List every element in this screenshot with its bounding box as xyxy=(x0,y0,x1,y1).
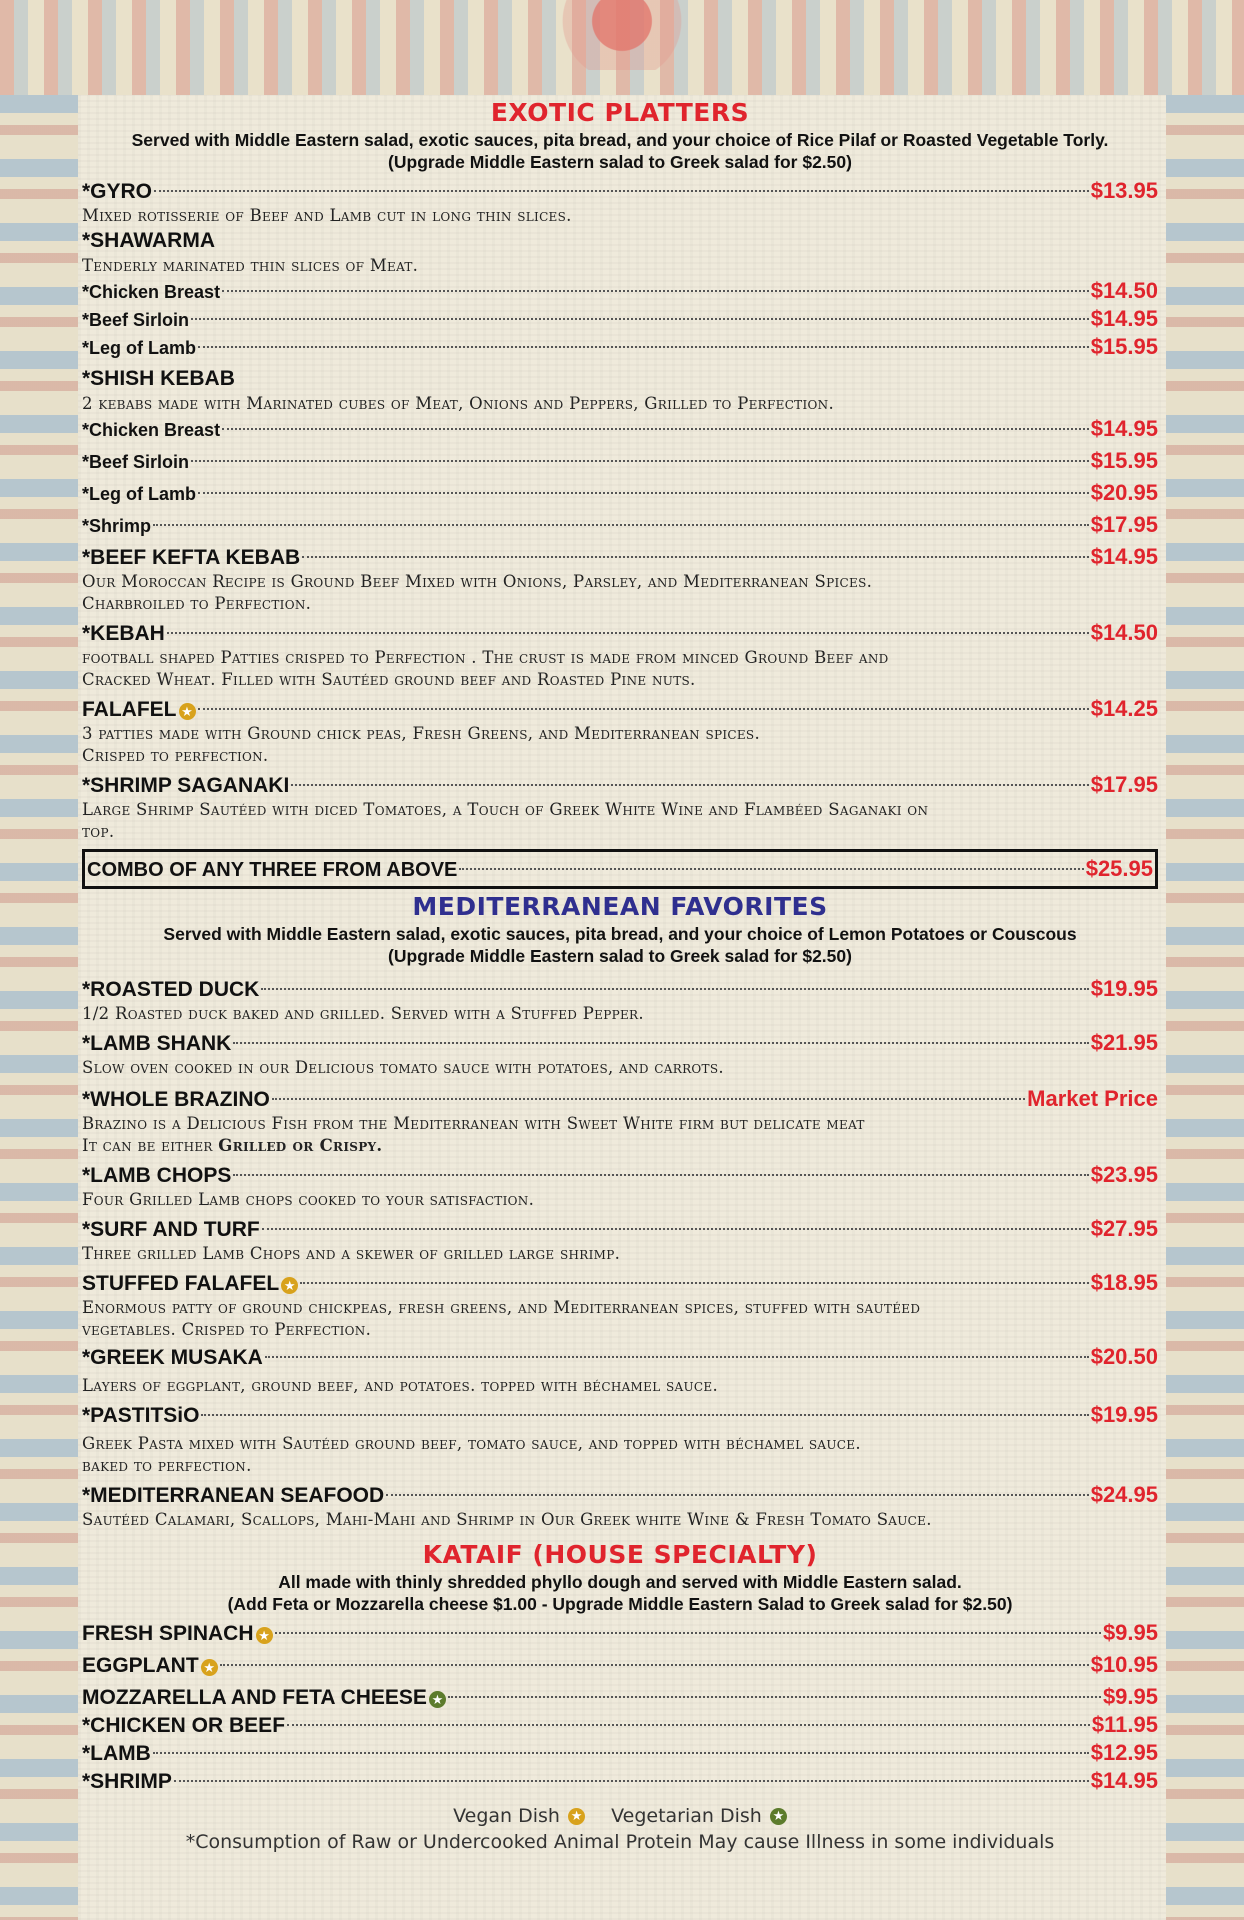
menu-item-whole-brazino: *WHOLE BRAZINO Market Price xyxy=(82,1086,1158,1111)
menu-item-roasted-duck: *ROASTED DUCK $19.95 xyxy=(82,976,1158,1001)
vegan-star-icon: ★ xyxy=(256,1627,273,1644)
decorative-arch xyxy=(537,0,707,70)
menu-subitem: *Shrimp $17.95 xyxy=(82,512,1158,537)
section-title-exotic-platters: EXOTIC PLATTERS xyxy=(490,98,750,127)
section-title-mediterranean-favorites: MEDITERRANEAN FAVORITES xyxy=(412,892,828,921)
dietary-legend xyxy=(82,1803,1158,1829)
section-subtitle-upgrade: (Upgrade Middle Eastern salad to Greek salad for $2.50) xyxy=(388,946,852,966)
menu-item-eggplant: EGGPLANT ★ $10.95 xyxy=(82,1652,1158,1677)
menu-subitem: *Leg of Lamb $20.95 xyxy=(82,480,1158,505)
section-subtitle-addons: (Add Feta or Mozzarella cheese $1.00 - Upgrade Middle Eastern Salad to Greek salad for $2.50) xyxy=(227,1594,1013,1614)
item-description: It can be either Grilled or Crispy. xyxy=(82,1136,383,1155)
item-description: Large Shrimp Sautéed with diced Tomatoes, a Touch of Greek White Wine and Flambéed Saganaki on xyxy=(82,800,929,819)
price: $13.95 xyxy=(1090,178,1158,203)
item-description: Sautéed Calamari, Scallops, Mahi-Mahi and Shrimp in Our Greek white Wine & Fresh Tomato Sauce. xyxy=(82,1510,932,1529)
item-description: Slow oven cooked in our Delicious tomato sauce with potatoes, and carrots. xyxy=(82,1058,724,1077)
item-description: 3 patties made with Ground chick peas, Fresh Greens, and Mediterranean spices. xyxy=(82,724,760,743)
menu-item-mozzarella-feta: MOZZARELLA AND FETA CHEESE ★ $9.95 xyxy=(82,1684,1158,1709)
item-description: Crisped to perfection. xyxy=(82,746,269,765)
menu-item-shrimp: *SHRIMP $14.95 xyxy=(82,1768,1158,1793)
menu-item-beef-kefta-kebab: *BEEF KEFTA KEBAB $14.95 xyxy=(82,544,1158,569)
vegetarian-star-icon: ★ xyxy=(429,1691,446,1708)
vegan-star-icon: ★ xyxy=(179,703,196,720)
vegan-star-icon: ★ xyxy=(201,1659,218,1676)
menu-subitem: *Chicken Breast $14.95 xyxy=(82,416,1158,441)
item-description: Enormous patty of ground chickpeas, fresh greens, and Mediterranean spices, stuffed with sautéed xyxy=(82,1298,921,1317)
menu-item-pastitsio: *PASTITSiO $19.95 xyxy=(82,1402,1158,1427)
item-description: Our Moroccan Recipe is Ground Beef Mixed with Onions, Parsley, and Mediterranean Spices. xyxy=(82,572,873,591)
menu-item-stuffed-falafel: STUFFED FALAFEL ★ $18.95 xyxy=(82,1270,1158,1295)
section-subtitle: Served with Middle Eastern salad, exotic sauces, pita bread, and your choice of Lemon Potatoes or Couscous xyxy=(163,924,1077,944)
item-description: vegetables. Crisped to Perfection. xyxy=(82,1320,372,1339)
menu-item-surf-and-turf: *SURF AND TURF $27.95 xyxy=(82,1216,1158,1241)
menu-subitem: *Beef Sirloin $14.95 xyxy=(82,306,1158,331)
item-description: Layers of eggplant, ground beef, and potatoes. topped with béchamel sauce. xyxy=(82,1376,719,1395)
menu-item-gyro: *GYRO $13.95 xyxy=(82,178,1158,203)
item-description: Mixed rotisserie of Beef and Lamb cut in long thin slices. xyxy=(82,206,572,225)
menu-item-shrimp-saganaki: *SHRIMP SAGANAKI $17.95 xyxy=(82,772,1158,797)
menu-item-chicken-or-beef: *CHICKEN OR BEEF $11.95 xyxy=(82,1712,1158,1737)
item-description: Brazino is a Delicious Fish from the Mediterranean with Sweet White firm but delicate meat xyxy=(82,1114,865,1133)
section-subtitle-upgrade: (Upgrade Middle Eastern salad to Greek salad for $2.50) xyxy=(388,152,852,172)
item-description: football shaped Patties crisped to Perfection . The crust is made from minced Ground Beef and xyxy=(82,648,889,667)
menu-item-shawarma: *SHAWARMA xyxy=(82,229,216,252)
item-description: 2 kebabs made with Marinated cubes of Meat, Onions and Peppers, Grilled to Perfection. xyxy=(82,394,834,413)
section-subtitle: All made with thinly shredded phyllo dough and served with Middle Eastern salad. xyxy=(278,1572,962,1592)
item-description: 1/2 Roasted duck baked and grilled. Served with a Stuffed Pepper. xyxy=(82,1004,644,1023)
menu-content xyxy=(82,95,1158,1855)
decorative-left-border xyxy=(0,95,78,1920)
item-description: Tenderly marinated thin slices of Meat. xyxy=(82,256,419,275)
menu-item-shish-kebab: *SHISH KEBAB xyxy=(82,367,235,390)
item-description: Greek Pasta mixed with Sautéed ground beef, tomato sauce, and topped with béchamel sauce. xyxy=(82,1434,861,1453)
menu-item-fresh-spinach: FRESH SPINACH ★ $9.95 xyxy=(82,1620,1158,1645)
item-description: Four Grilled Lamb chops cooked to your satisfaction. xyxy=(82,1190,535,1209)
menu-item-lamb-shank: *LAMB SHANK $21.95 xyxy=(82,1030,1158,1055)
item-description: baked to perfection. xyxy=(82,1456,252,1475)
decorative-right-border xyxy=(1166,95,1244,1920)
menu-item-combo: COMBO OF ANY THREE FROM ABOVE $25.95 xyxy=(82,849,1158,889)
section-subtitle: Served with Middle Eastern salad, exotic sauces, pita bread, and your choice of Rice Pilaf or Roasted Vegetable Torly. xyxy=(131,130,1109,150)
legend-vegan-label: Vegan Dish xyxy=(453,1805,560,1827)
menu-subitem: *Chicken Breast $14.50 xyxy=(82,278,1158,303)
menu-item-kebah: *KEBAH $14.50 xyxy=(82,620,1158,645)
menu-subitem: *Beef Sirloin $15.95 xyxy=(82,448,1158,473)
menu-item-lamb-chops: *LAMB CHOPS $23.95 xyxy=(82,1162,1158,1187)
health-disclaimer: *Consumption of Raw or Undercooked Animal Protein May cause Illness in some individuals xyxy=(185,1831,1055,1853)
item-description: Charbroiled to Perfection. xyxy=(82,594,312,613)
vegan-star-icon: ★ xyxy=(281,1277,298,1294)
section-title-kataif: KATAIF (HOUSE SPECIALTY) xyxy=(422,1540,818,1569)
item-description: Cracked Wheat. Filled with Sautéed ground beef and Roasted Pine nuts. xyxy=(82,670,696,689)
legend-vegetarian-label: Vegetarian Dish xyxy=(611,1805,762,1827)
menu-subitem: *Leg of Lamb $15.95 xyxy=(82,334,1158,359)
menu-item-falafel: FALAFEL ★ $14.25 xyxy=(82,696,1158,721)
vegetarian-star-icon: ★ xyxy=(770,1808,787,1825)
menu-item-mediterranean-seafood: *MEDITERRANEAN SEAFOOD $24.95 xyxy=(82,1482,1158,1507)
menu-item-lamb: *LAMB $12.95 xyxy=(82,1740,1158,1765)
item-description: top. xyxy=(82,822,115,841)
decorative-top-border xyxy=(0,0,1244,95)
vegan-star-icon: ★ xyxy=(568,1808,585,1825)
menu-item-greek-musaka: *GREEK MUSAKA $20.50 xyxy=(82,1344,1158,1369)
item-description: Three grilled Lamb Chops and a skewer of grilled large shrimp. xyxy=(82,1244,621,1263)
